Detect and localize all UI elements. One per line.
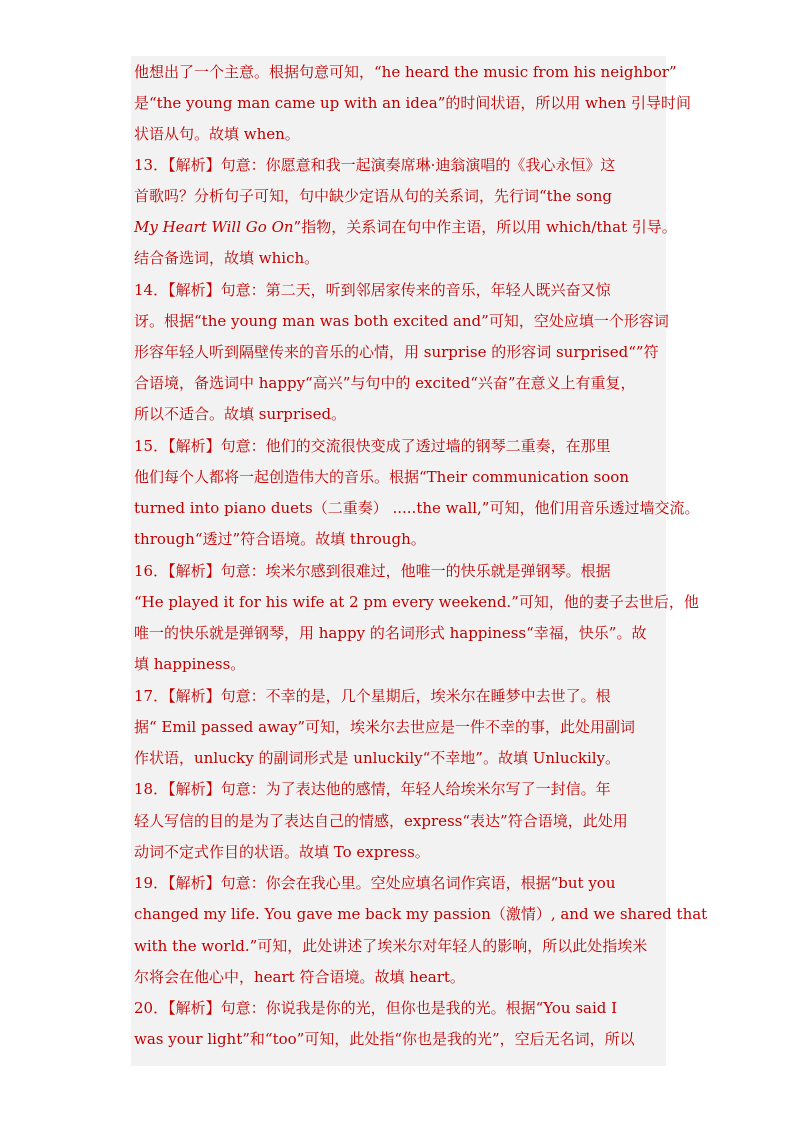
text-line: 形容年轻人听到隔壁传来的音乐的心情，用 surprise 的形容词 surprised“”符 xyxy=(134,343,659,361)
text-line: 状语从句。故填 when。 xyxy=(134,125,300,143)
song-title-italic: My Heart Will Go On xyxy=(134,218,294,236)
text-line: 尔将会在他心中，heart 符合语境。故填 heart。 xyxy=(134,968,465,986)
text-line: 他们每个人都将一起创造伟大的音乐。根据“Their communication soon xyxy=(134,468,629,486)
text-line: changed my life. You gave me back my passion（激情）, and we shared that xyxy=(134,905,708,923)
text-line: 17．【解析】句意：不幸的是，几个星期后，埃米尔在睡梦中去世了。根 xyxy=(134,687,611,705)
text-line: 据“ Emil passed away”可知，埃米尔去世应是一件不幸的事，此处用副词 xyxy=(134,718,636,736)
text-line: 合语境，备选词中 happy“高兴”与句中的 excited“兴奋”在意义上有重复， xyxy=(134,374,636,392)
text-line: 20．【解析】句意：你说我是你的光，但你也是我的光。根据“You said I xyxy=(134,999,618,1017)
text-line: 13．【解析】句意：你愿意和我一起演奏席琳·迪翁演唱的《我心永恒》这 xyxy=(134,156,616,174)
text-line: 16．【解析】句意：埃米尔感到很难过，他唯一的快乐就是弹钢琴。根据 xyxy=(134,562,611,580)
text-line: 唯一的快乐就是弹钢琴，用 happy 的名词形式 happiness“幸福，快乐”。故 xyxy=(134,624,647,642)
text-line: 动词不定式作目的状语。故填 To express。 xyxy=(134,843,430,861)
text-line: “He played it for his wife at 2 pm every weekend.”可知，他的妻子去世后，他 xyxy=(134,593,699,611)
text-line: 所以不适合。故填 surprised。 xyxy=(134,405,347,423)
text-line: 作状语，unlucky 的副词形式是 unluckily“不幸地”。故填 Unluckily。 xyxy=(134,749,621,767)
text-line: 是“the young man came up with an idea”的时间状语，所以用 when 引导时间 xyxy=(134,94,691,112)
text-line: 15．【解析】句意：他们的交流很快变成了透过墙的钢琴二重奏，在那里 xyxy=(134,437,611,455)
text-line: was your light”和“too”可知，此处指“你也是我的光”，空后无名词，所以 xyxy=(134,1030,635,1048)
text-line: 14．【解析】句意：第二天，听到邻居家传来的音乐，年轻人既兴奋又惊 xyxy=(134,281,611,299)
text-line: 19．【解析】句意：你会在我心里。空处应填名词作宾语，根据“but you xyxy=(134,874,616,892)
text-line: turned into piano duets（二重奏） .....the wall,”可知，他们用音乐透过墙交流。 xyxy=(134,499,700,517)
text-line: through“透过”符合语境。故填 through。 xyxy=(134,530,426,548)
text-line: 结合备选词，故填 which。 xyxy=(134,249,320,267)
text-line: 他想出了一个主意。根据句意可知，“he heard the music from his neighbor” xyxy=(134,63,677,81)
text-line: 填 happiness。 xyxy=(134,655,246,673)
text-line: with the world.”可知，此处讲述了埃米尔对年轻人的影响，所以此处指埃米 xyxy=(134,937,648,955)
text-line-rest: ”指物，关系词在句中作主语，所以用 which/that 引导。 xyxy=(293,218,677,236)
text-line: 首歌吗？分析句子可知，句中缺少定语从句的关系词，先行词“the song xyxy=(134,187,612,205)
text-line: 讶。根据“the young man was both excited and”可知，空处应填一个形容词 xyxy=(134,312,669,330)
text-line xyxy=(134,212,677,243)
text-line: 轻人写信的目的是为了表达自己的情感，express“表达”符合语境，此处用 xyxy=(134,812,628,830)
text-line: 18．【解析】句意：为了表达他的感情，年轻人给埃米尔写了一封信。年 xyxy=(134,780,611,798)
